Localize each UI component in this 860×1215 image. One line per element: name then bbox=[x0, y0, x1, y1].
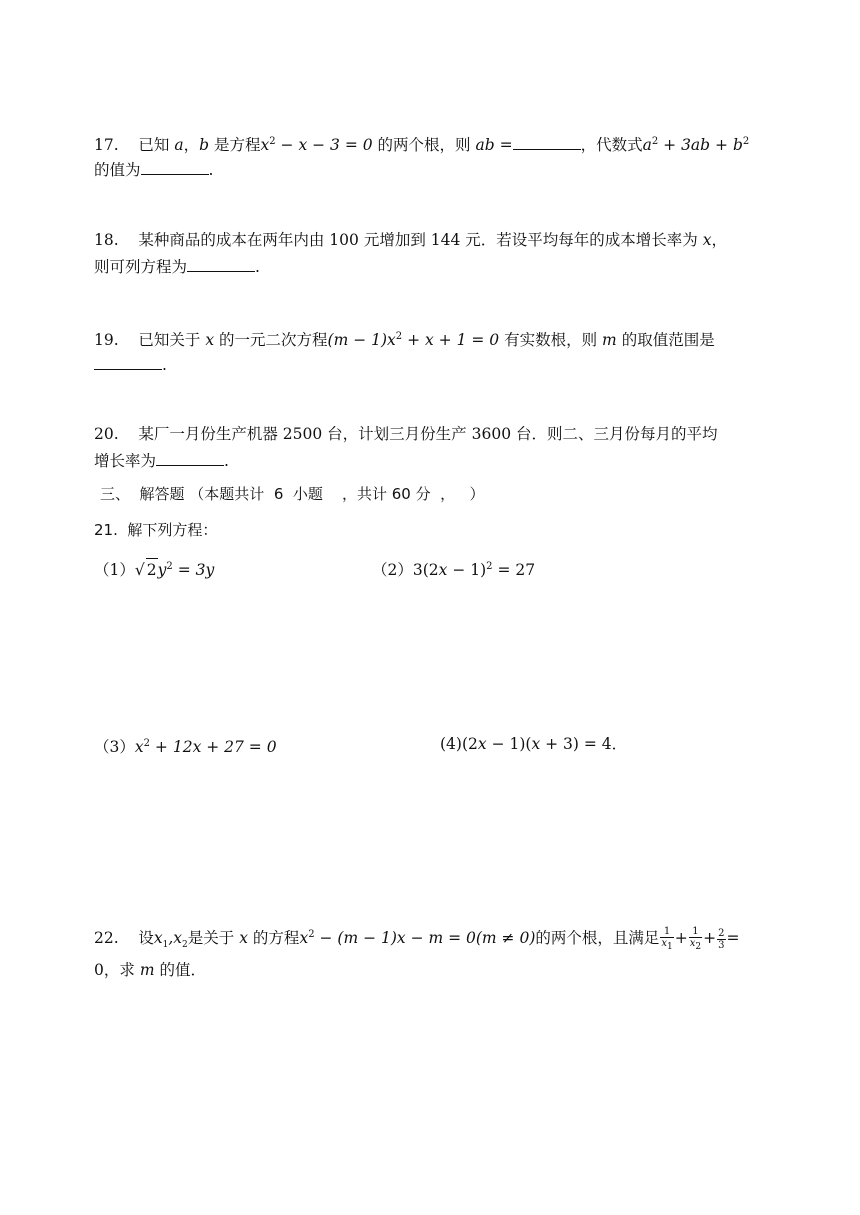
question-17-line-2: 的值为 . bbox=[94, 161, 214, 179]
equation-1 bbox=[94, 556, 214, 581]
question-22-line-2: 0，求 m 的值． bbox=[94, 961, 206, 979]
section-heading: 三、 解答题 （本题共计 6 小题 ，共计 60 分 ， ） bbox=[100, 485, 485, 503]
part-label: (4) bbox=[440, 735, 462, 753]
part-label: （2） bbox=[372, 561, 413, 580]
fraction: $\frac{1}{x_2}$ bbox=[689, 925, 702, 952]
answer-blank bbox=[141, 160, 209, 175]
question-number: 19. bbox=[94, 331, 119, 350]
answer-blank bbox=[187, 257, 255, 272]
question-18-line-1: 18. 某种商品的成本在两年内由 100 元增加到 144 元．若设平均每年的成本增长率为 x， bbox=[94, 231, 727, 249]
math-expression: $x^2 + 12x + 27 = 0$ bbox=[134, 738, 277, 757]
question-number: 20. bbox=[94, 425, 119, 443]
math-expression: $(m - 1)x^2 + x + 1 = 0$ bbox=[327, 331, 500, 350]
answer-blank bbox=[94, 355, 162, 370]
question-20-line-2: 增长率为 . bbox=[94, 452, 229, 470]
math-expression: $x^2 - (m - 1)x - m = 0(m \ne 0)$ bbox=[299, 929, 536, 948]
math-expression: (2x − 1)(x + 3) = 4． bbox=[461, 735, 628, 753]
question-22-line-1: 22. 设$x_1,x_2$是关于 x 的方程$x^2 - (m - 1)x - m = 0(m \ne 0)$的两个根，且满足 $\frac{1}{x_1}$ + $\frac{1}{x_2}$ + $\frac{2}{3}$ = bbox=[94, 925, 740, 952]
question-number: 18. bbox=[94, 231, 119, 249]
answer-blank bbox=[156, 451, 224, 466]
math-expression: √ $2y^2 = 3y$ bbox=[135, 561, 214, 579]
math-expression: $x^2 - x - 3 = 0$ bbox=[260, 136, 373, 155]
equation-3 bbox=[94, 733, 277, 758]
question-19-line-2: . bbox=[94, 354, 167, 376]
math-expression: a bbox=[174, 136, 184, 155]
equation-2 bbox=[372, 556, 535, 581]
fraction: $\frac{1}{x_1}$ bbox=[661, 925, 673, 952]
question-17-line-1: 17. 已知 a，b 是方程$x^2 - x - 3 = 0$ 的两个根，则 ab = ，代数式$a^2 + 3ab + b^2$ bbox=[94, 136, 750, 155]
part-label: （3） bbox=[94, 738, 135, 757]
question-20-line-1: 20. 某厂一月份生产机器 2500 台，计划三月份生产 3600 台．则二、三月份每月的平均 bbox=[94, 425, 718, 443]
math-expression: $a^2 + 3ab + b^2$ bbox=[642, 136, 750, 155]
question-number: 17. bbox=[94, 136, 119, 155]
question-19-line-1: 19. 已知关于 x 的一元二次方程$(m - 1)x^2 + x + 1 = 0$ 有实数根，则 m 的取值范围是 bbox=[94, 331, 715, 350]
part-label: （1） bbox=[94, 561, 135, 580]
math-expression: $3(2x - 1)^2 = 27$ bbox=[412, 561, 536, 580]
fraction: $\frac{2}{3}$ bbox=[718, 927, 725, 951]
answer-blank bbox=[513, 135, 581, 150]
equation-4 bbox=[440, 733, 627, 755]
question-number: 22. bbox=[94, 929, 119, 948]
question-21-title: 21. 解下列方程： bbox=[94, 521, 218, 539]
question-18-line-2: 则可列方程为 . bbox=[94, 258, 260, 276]
